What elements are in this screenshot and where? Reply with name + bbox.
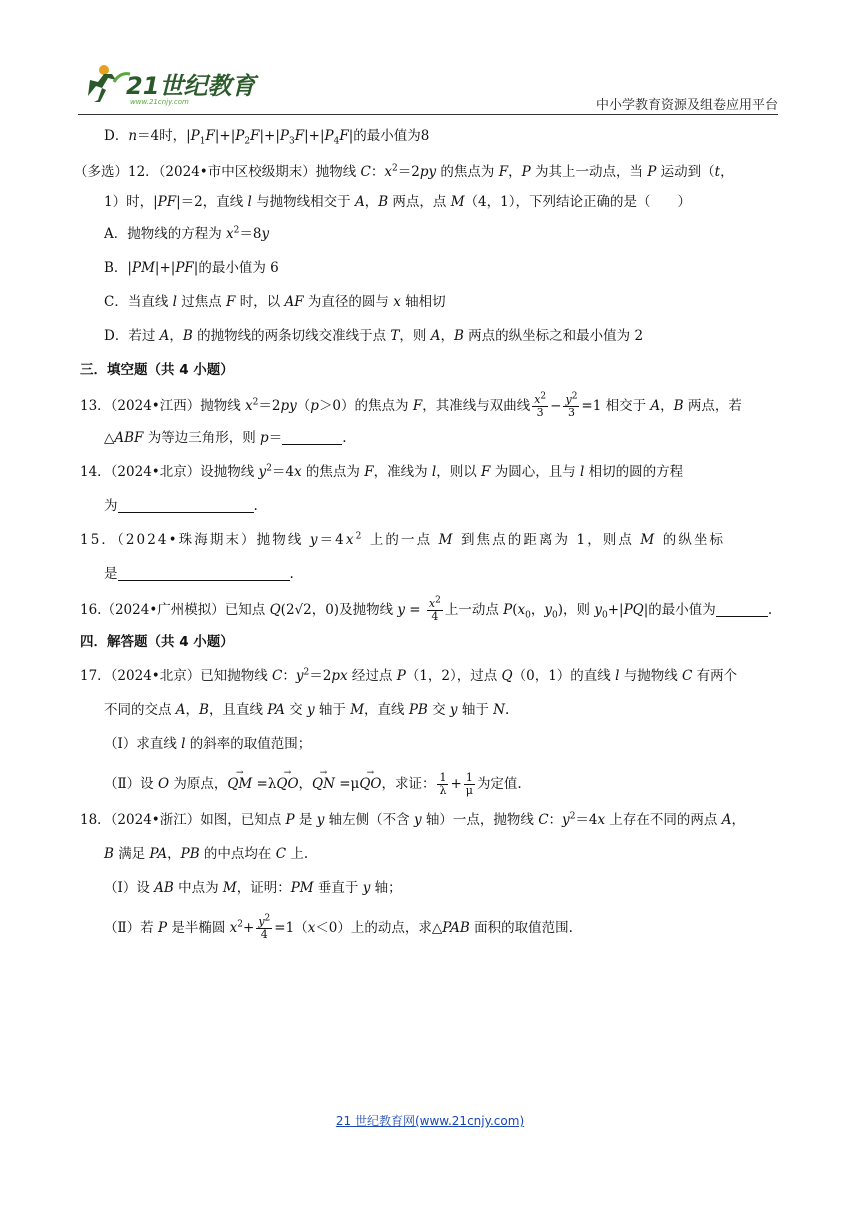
q18-part2: （Ⅱ）若 P 是半椭圆 $x^2+$ $\frac{y^2}{4}$ =1（x＜0）上的动点，求△PAB 面积的取值范围. xyxy=(104,913,573,941)
q17-part1: （Ⅰ）求直线 l 的斜率的取值范围； xyxy=(104,736,312,752)
q13-frac-x: $\frac{x^2}{3}$ xyxy=(534,391,547,419)
q16-answer-blank[interactable] xyxy=(716,602,768,617)
svg-text:21世纪教育: 21世纪教育 xyxy=(126,72,256,100)
page-footer xyxy=(0,1112,860,1129)
logo xyxy=(78,62,278,106)
q16-line1: 16.（2024•广州模拟）已知点 Q(2√2，0)及抛物线 y = $\frac{x^2}{4}$ 上一动点 $P(x_0$，$y_0$)，则 $y_0+|PQ|$的最小值为 . xyxy=(80,595,773,623)
q18-line1: 18．（2024•浙江）如图，已知点 P 是 y 轴左侧（不含 y 轴）一点，抛物线 C：$y^2=4x$ 上存在不同的两点 A， xyxy=(80,811,745,828)
q17-frac-lambda: $\frac{1}{\lambda}$ xyxy=(439,771,447,797)
q14-answer-blank[interactable] xyxy=(118,498,254,513)
q13-line1: 13．（2024•江西）抛物线 $x^2=2py(p>0)$的焦点为 F，其准线与双曲线 $\frac{x^2}{3}$ − $\frac{y^2}{3}$ =1 相交于 A，B 两点，若 xyxy=(80,391,742,419)
q12-option-b: B．|PM|+|PF|的最小值为 6 xyxy=(104,260,279,276)
platform-title: 中小学教育资源及组卷应用平台 xyxy=(595,98,778,113)
svg-text:www.21cnjy.com: www.21cnjy.com xyxy=(130,98,189,106)
q17-line2: 不同的交点 A，B，且直线 PA 交 y 轴于 M，直线 PB 交 y 轴于 N. xyxy=(104,702,510,718)
q15-line2: 是 . xyxy=(104,566,294,582)
q12-stem-line2: 1）时，|PF|＝2，直线 l 与抛物线相交于 A，B 两点，点 M（4，1），下列结论正确的是（ ） xyxy=(104,194,691,210)
q17-line1: 17．（2024•北京）已知抛物线 C：$y^2=2px$ 经过点 P（1，2），过点 Q（0，1）的直线 l 与抛物线 C 有两个 xyxy=(80,667,738,684)
q16-frac: $\frac{x^2}{4}$ xyxy=(428,595,441,623)
q13-frac-y: $\frac{y^2}{3}$ xyxy=(565,391,578,419)
section-fill-in-title: 三．填空题（共 4 小题） xyxy=(80,362,234,378)
q15-prefix: 是 xyxy=(104,566,118,582)
q13-line2: △ABF 为等边三角形，则 p＝ . xyxy=(104,430,347,446)
q15-answer-blank[interactable] xyxy=(118,566,290,581)
q13-answer-blank[interactable] xyxy=(282,430,342,445)
q14-prefix: 为 xyxy=(104,498,118,514)
q14-line1: 14．（2024•北京）设抛物线 $y^2=4x$ 的焦点为 F，准线为 l，则以 F 为圆心，且与 l 相切的圆的方程 xyxy=(80,463,684,480)
logo-runner-icon xyxy=(78,62,278,106)
footer-link[interactable]: 21 世纪教育网(www.21cnjy.com) xyxy=(335,1114,525,1128)
section-answer-title: 四．解答题（共 4 小题） xyxy=(80,634,234,650)
q18-line2: B 满足 PA，PB 的中点均在 C 上. xyxy=(104,846,309,862)
q12-option-c: C．当直线 l 过焦点 F 时，以 AF 为直径的圆与 x 轴相切 xyxy=(104,294,446,310)
q11-option-d: D．n＝4时，$|P_1F|+|P_2F|+|P_3F|+|P_4F|$的最小值为8 xyxy=(104,128,430,147)
q12-option-d: D．若过 A，B 的抛物线的两条切线交准线于点 T，则 A，B 两点的纵坐标之和最小值为 2 xyxy=(104,328,644,344)
q12-stem-line1: （多选）12．（2024•市中区校级期末）抛物线 C：$x^2=2py$ 的焦点为 F，P 为其上一动点，当 P 运动到（t， xyxy=(74,163,734,180)
q17-frac-mu: $\frac{1}{\mu}$ xyxy=(465,771,473,797)
q17-part2: （Ⅱ）设 O 为原点，→ QM =λ→ QO，→ QN =μ→ QO，求证： $\frac{1}{\lambda}$ + $\frac{1}{\mu}$ 为定值. xyxy=(80,772,780,797)
q18-part1: （Ⅰ）设 AB 中点为 M，证明：PM 垂直于 y 轴； xyxy=(104,880,402,896)
header-divider xyxy=(78,114,778,115)
q14-line2: 为 . xyxy=(104,498,258,514)
page-header xyxy=(78,62,778,118)
q15-line1: 15．（2024•珠海期末）抛物线 $y=4x^2$ 上的一点 M 到焦点的距离为 1，则点 M 的纵坐标 xyxy=(80,531,726,548)
q12-option-a: A．抛物线的方程为 $x^2=8y$ xyxy=(104,225,270,242)
q18-frac: $\frac{y^2}{4}$ xyxy=(258,913,271,941)
